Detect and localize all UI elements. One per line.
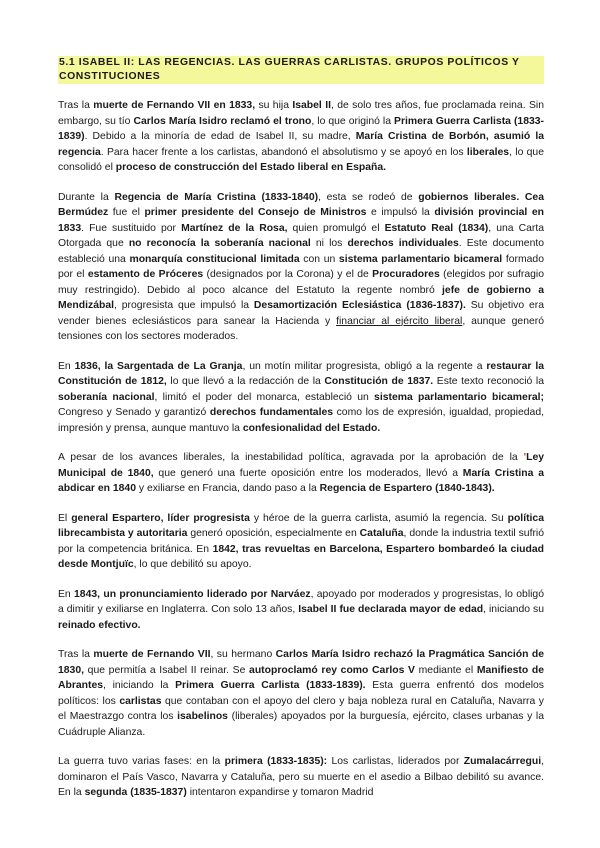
bold-text: política librecambista y autoritaria (58, 512, 544, 539)
bold-text: Regencia de María Cristina (1833-1840) (114, 191, 319, 203)
text-run: , lo que originó la (311, 115, 395, 127)
bold-text: sistema parlamentario bicameral (338, 253, 503, 265)
bold-text: Carlos María Isidro rechazó la Pragmática Sanción de 1830, (58, 649, 544, 676)
text-run: , iniciando su (483, 604, 544, 615)
text-run: (elegidos por sufragio muy restringido). Debido al poco alcance del Estatuto la regente nombró (58, 269, 544, 296)
bold-text: Estatuto Real (1834) (384, 222, 489, 234)
bold-text: Ley Municipal de 1840, (58, 452, 544, 479)
bold-text: Carlos María Isidro reclamó el trono (133, 115, 312, 127)
bold-text: 1836, la Sargentada de La Granja (74, 360, 243, 372)
quote-mark: ' (523, 452, 527, 463)
bold-text: derechos fundamentales (209, 407, 334, 418)
text-run: , progresista que impulsó la (114, 300, 254, 311)
bold-text: primer presidente del Consejo de Ministros (144, 207, 367, 218)
text-run: . Fue sustituido por (81, 222, 182, 234)
bold-text: Regencia de Espartero (1840-1843). (319, 483, 495, 494)
paragraph-8 (58, 754, 544, 801)
bold-text: carlistas (119, 695, 162, 707)
text-run: . Para hacer frente a los carlistas, abandonó el absolutismo y se apoyó en los (100, 146, 467, 158)
bold-text: 1842, tras revueltas en Barcelona, Espartero bombardeó la ciudad desde Montjuïc (58, 543, 545, 570)
bold-text: no reconocía la soberanía nacional (128, 238, 311, 249)
text-run: , iniciando la (103, 680, 176, 691)
underlined-text: financiar al ejército liberal (336, 315, 463, 327)
bold-text: Isabel II (292, 100, 331, 111)
text-run: Esta guerra enfrentó dos modelos políticos: los (58, 680, 544, 707)
text-run: (designados por la Corona) y el de (203, 269, 373, 280)
bold-text: proceso de construcción del Estado liberal en España. (115, 162, 386, 173)
bold-text: Zumalacárregui (463, 756, 542, 767)
text-run: , donde la industria textil sufrió por la competencia británica. En (58, 528, 545, 555)
bold-text: sistema parlamentario bicameral; (374, 391, 544, 403)
bold-text: reinado efectivo. (58, 619, 141, 631)
bold-text: María Cristina de Borbón, asumió la regencia (58, 131, 544, 158)
text-run: mediante el (414, 664, 477, 676)
text-run: con un (299, 253, 339, 265)
bold-text: 1843, un pronunciamiento liderado por Narváez (74, 588, 311, 600)
text-run: generó oposición, especialmente en (187, 528, 360, 539)
text-run: , una Carta Otorgada que (58, 222, 544, 249)
bold-text: Cataluña (359, 528, 404, 539)
text-run: como los de expresión, igualdad, propiedad, impresión y prensa, aunque mantuvo la (58, 407, 544, 434)
bold-text: jefe de gobierno a Mendizábal (58, 284, 544, 311)
bold-text: monarquía constitucional limitada (129, 253, 300, 265)
text-run: e impulsó la (366, 207, 435, 218)
text-run: , lo que consolidó el (58, 146, 544, 173)
bold-text: Procuradores (372, 269, 440, 280)
text-run: En (58, 360, 75, 372)
text-run: que generó una fuerte oposición entre los moderados, llevó a (153, 467, 463, 479)
section-heading: 5.1 ISABEL II: LAS REGENCIAS. LAS GUERRAS CARLISTAS. GRUPOS POLÍTICOS Y CONSTITUCIONES (58, 56, 544, 84)
text-run: , limitó el poder del monarca, estableció un (154, 391, 375, 403)
text-run: (liberales) apoyados por la burguesía, ejército, clases urbanas y la Cuádruple Alianza. (58, 711, 545, 738)
text-run: fue el (108, 207, 145, 218)
bold-text: muerte de Fernando VII en 1833, (93, 100, 256, 111)
bold-text: división provincial en 1833 (58, 207, 544, 234)
text-run: , su hermano (210, 649, 276, 660)
text-run: , lo que debilitó su apoyo. (133, 559, 252, 570)
bold-text: primera (1833-1835): (224, 756, 328, 767)
bold-text: derechos individuales (347, 238, 459, 249)
bold-text: segunda (1835-1837) (84, 787, 187, 798)
text-run: Durante la (58, 191, 115, 203)
text-run: ni los (310, 238, 348, 249)
bold-text: Constitución de 1837. (324, 376, 434, 387)
text-run: su hija (255, 100, 293, 111)
text-run: Su objetivo era vender bienes eclesiásticos para sanear la Hacienda y (58, 300, 544, 327)
text-run: y exiliarse en Francia, dando paso a la (135, 483, 320, 494)
text-run: , de solo tres años, fue proclamada reina. Sin embargo, su tío (58, 100, 544, 127)
bold-text: isabelinos (177, 711, 228, 722)
text-run: , dominaron el País Vasco, Navarra y Cataluña, pero su muerte en el asedio a Bilbao debilitó su avance. En la (58, 756, 545, 798)
text-run: El (58, 512, 72, 524)
bold-text: Primera Guerra Carlista (1833-1839) (58, 115, 544, 142)
bold-text: general Espartero, líder progresista (71, 512, 250, 524)
bold-text: confesionalidad del Estado. (242, 422, 381, 434)
text-run: En (58, 588, 75, 600)
bold-text: estamento de Próceres (87, 269, 204, 280)
text-run: lo que llevó a la redacción de la (166, 376, 325, 387)
text-run: La guerra tuvo varias fases: en la (58, 756, 225, 767)
paragraph-3 (58, 359, 544, 437)
text-run: Tras la (58, 649, 94, 660)
paragraph-7 (58, 647, 544, 740)
bold-text: restaurar la Constitución de 1812, (58, 360, 544, 387)
text-run: Los carlistas, liderados por (327, 756, 464, 767)
text-run: formado por el (58, 253, 544, 280)
text-run: A pesar de los avances liberales, la inestabilidad política, agravada por la aprobación de la (58, 452, 524, 463)
paragraph-1 (58, 98, 544, 176)
text-run: intentaron expandirse y tomaron Madrid (186, 787, 374, 798)
text-run: quien promulgó el (287, 222, 385, 234)
paragraph-5 (58, 511, 544, 573)
bold-text: Manifiesto de Abrantes (58, 664, 544, 691)
bold-text: liberales (466, 146, 510, 158)
text-run: . Este documento estableció una (58, 238, 545, 265)
paragraph-2 (58, 190, 544, 345)
text-run: que permitía a Isabel II reinar. Se (84, 664, 250, 676)
text-run: . Debido a la minoría de edad de Isabel II, su madre, (84, 131, 356, 142)
text-run: , apoyado por moderados y progresistas, lo obligó a dimitir y exiliarse en Inglaterra. Con solo 13 años, (58, 588, 544, 615)
bold-text: Primera Guerra Carlista (1833-1839). (175, 680, 366, 691)
text-run: , aunque generó tensiones con los sectores moderados. (58, 315, 545, 342)
bold-text: gobiernos liberales. Cea Bermúdez (58, 191, 544, 218)
bold-text: muerte de Fernando VII (93, 649, 211, 660)
bold-text: soberanía nacional (58, 391, 155, 403)
text-run: , un motín militar progresista, obligó a la regente a (242, 360, 487, 372)
paragraph-6 (58, 587, 544, 634)
text-run: Tras la (58, 100, 94, 111)
document-body (58, 98, 544, 801)
text-run: que contaban con el apoyo del clero y baja nobleza rural en Cataluña, Navarra y el Maestrazgo contra los (58, 695, 544, 722)
bold-text: María Cristina a abdicar en 1840 (58, 467, 544, 494)
text-run: Congreso y Senado y garantizó (58, 407, 210, 418)
bold-text: Martínez de la Rosa, (181, 222, 288, 234)
text-run: Este texto reconoció la (433, 376, 544, 387)
text-run: , esta se rodeó de (318, 191, 419, 203)
bold-text: autoproclamó rey como Carlos V (249, 664, 415, 676)
bold-text: Desamortización Eclesiástica (1836-1837). (253, 300, 466, 311)
text-run: y héroe de la guerra carlista, asumió la regencia. Su (249, 512, 508, 524)
paragraph-4 (58, 450, 544, 497)
bold-text: Isabel II fue declarada mayor de edad (298, 604, 484, 615)
